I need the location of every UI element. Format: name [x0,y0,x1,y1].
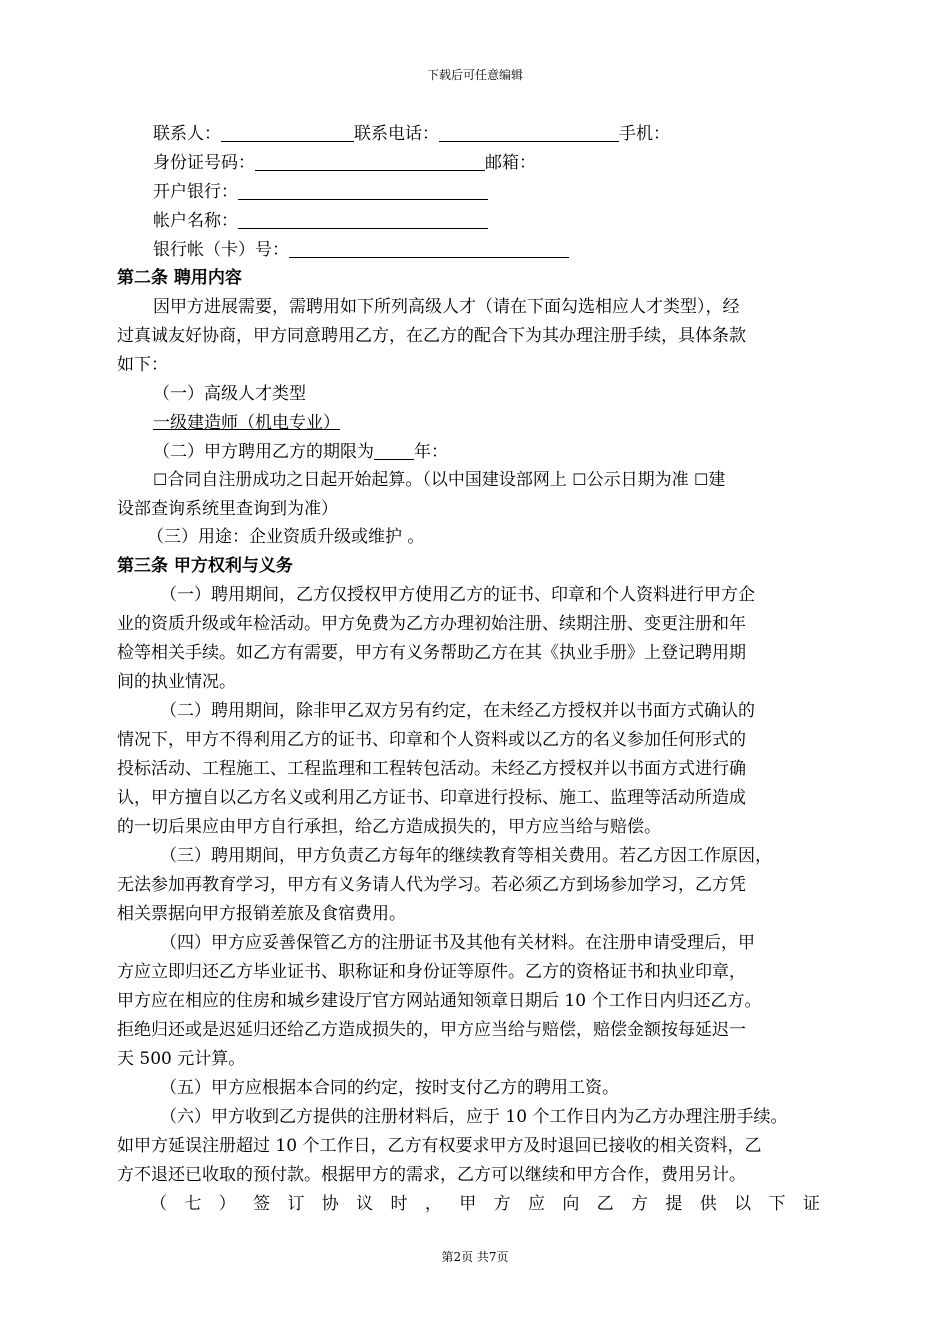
term-prefix: （二）甲方聘用乙方的期限为 [153,442,374,462]
article2-intro-line-3: 如下： [117,355,168,375]
account-number-label: 银行帐（卡）号： [153,240,289,260]
article3-line: 情况下，甲方不得利用乙方的证书、印章和个人资料或以乙方的名义参加任何形式的 [117,730,746,750]
item7-char: 应 [527,1194,545,1214]
term-line [153,438,448,466]
article3-line: 甲方应在相应的住房和城乡建设厅官方网站通知领章日期后 10 个工作日内归还乙方。 [117,991,762,1011]
id-number-label: 身份证号码： [153,153,255,173]
start-option-continued: 设部查询系统里查询到为准） [117,499,338,519]
contact-phone-label: 联系电话： [354,124,439,144]
item7-char: 七 [184,1194,202,1214]
article2-heading: 第二条 聘用内容 [117,268,242,288]
item7-char: 乙 [596,1194,614,1214]
article2-intro-line-1: 因甲方进展需要，需聘用如下所列高级人才（请在下面勾选相应人才类型），经 [153,297,740,317]
article3-line: （一）聘用期间，乙方仅授权甲方使用乙方的证书、印章和个人资料进行甲方企 [160,585,755,605]
start-option-line [153,466,725,494]
item7-char: ） [218,1194,236,1214]
start-option-3: 建 [708,470,726,490]
talent-type-value: 一级建造师（机电专业） [153,413,340,433]
item7-char: 供 [699,1194,717,1214]
item7-char: 向 [562,1194,580,1214]
item7-char: 下 [768,1194,786,1214]
contact-line-5 [153,236,569,264]
article3-line: 业的资质升级或年检活动。甲方免费为乙方办理初始注册、续期注册、变更注册和年 [117,614,746,634]
contact-person-label: 联系人： [153,124,221,144]
bank-label: 开户银行： [153,182,238,202]
item7-char: 证 [802,1194,820,1214]
article3-line: （二）聘用期间，除非甲乙双方另有约定，在未经乙方授权并以书面方式确认的 [160,701,755,721]
checkbox-icon[interactable]: ☐ [153,470,168,489]
article3-line: 天 500 元计算。 [117,1049,246,1069]
item7-char: 时 [390,1194,408,1214]
item7-char: 提 [665,1194,683,1214]
start-option-1: 合同自注册成功之日起开始起算。（以中国建设部网上 [167,470,567,490]
contact-line-1 [153,120,670,148]
article3-heading: 第三条 甲方权利与义务 [117,556,293,576]
article3-line: （六）甲方收到乙方提供的注册材料后，应于 10 个工作日内为乙方办理注册手续。 [160,1107,788,1127]
item7-char: ， [424,1194,442,1214]
item7-char: （ [150,1194,167,1214]
article3-line: （四）甲方应妥善保管乙方的注册证书及其他有关材料。在注册申请受理后，甲 [160,933,755,953]
mobile-label: 手机： [619,124,670,144]
item7-char: 订 [287,1194,305,1214]
article3-line: （五）甲方应根据本合同的约定，按时支付乙方的聘用工资。 [160,1078,619,1098]
contact-line-3 [153,178,488,206]
account-number-blank [289,237,569,258]
article3-line: 的一切后果应由甲方自行承担，给乙方造成损失的，甲方应当给与赔偿。 [117,817,661,837]
article3-line: 认，甲方擅自以乙方名义或利用乙方证书、印章进行投标、施工、监理等活动所造成 [117,788,746,808]
bank-blank [238,179,488,200]
article3-line: 无法参加再教育学习，甲方有义务请人代为学习。若必须乙方到场参加学习，乙方凭 [117,875,746,895]
item7-char: 方 [631,1194,649,1214]
email-label: 邮箱： [485,153,536,173]
item7-char: 甲 [459,1194,477,1214]
article2-intro-line-2: 过真诚友好协商，甲方同意聘用乙方，在乙方的配合下为其办理注册手续，具体条款 [117,326,746,346]
start-option-2: 公示日期为准 [586,470,689,490]
item7-char: 以 [734,1194,752,1214]
id-number-blank [255,150,485,171]
article3-line: 相关票据向甲方报销差旅及食宿费用。 [117,904,406,924]
article3-line: 方不退还已收取的预付款。根据甲方的需求，乙方可以继续和甲方合作，费用另计。 [117,1165,746,1185]
contact-line-4 [153,207,488,235]
page-header: 下载后可任意编辑 [426,68,523,82]
article3-line: 拒绝归还或是迟延归还给乙方造成损失的，甲方应当给与赔偿，赔偿金额按每延迟一 [117,1020,746,1040]
contact-person-blank [221,121,354,142]
item7-char: 协 [321,1194,339,1214]
article3-line: 投标活动、工程施工、工程监理和工程转包活动。未经乙方授权并以书面方式进行确 [117,759,746,779]
item7-char: 方 [493,1194,511,1214]
term-years-blank [374,439,414,460]
article3-line: 方应立即归还乙方毕业证书、职称证和身份证等原件。乙方的资格证书和执业印章， [117,962,746,982]
article3-line: 检等相关手续。如乙方有需要，甲方有义务帮助乙方在其《执业手册》上登记聘用期 [117,643,746,663]
article3-line: 间的执业情况。 [117,672,236,692]
page-footer: 第2页 共7页 [441,1250,509,1264]
item7-char: 议 [356,1194,374,1214]
contact-line-2 [153,149,536,177]
item7-char: 签 [253,1194,271,1214]
article3-line: （三）聘用期间，甲方负责乙方每年的继续教育等相关费用。若乙方因工作原因， [160,846,772,866]
term-suffix: 年： [414,442,448,462]
checkbox-icon[interactable]: ☐ [694,470,709,489]
talent-type-label: （一）高级人才类型 [153,384,306,404]
checkbox-icon[interactable]: ☐ [572,470,587,489]
usage-line: （三）用途：企业资质升级或维护 。 [147,527,425,547]
item7-line [150,1190,820,1218]
account-name-label: 帐户名称： [153,211,238,231]
article3-line: 如甲方延误注册超过 10 个工作日，乙方有权要求甲方及时退回已接收的相关资料，乙 [117,1136,762,1156]
contact-phone-blank [439,121,619,142]
account-name-blank [238,208,488,229]
